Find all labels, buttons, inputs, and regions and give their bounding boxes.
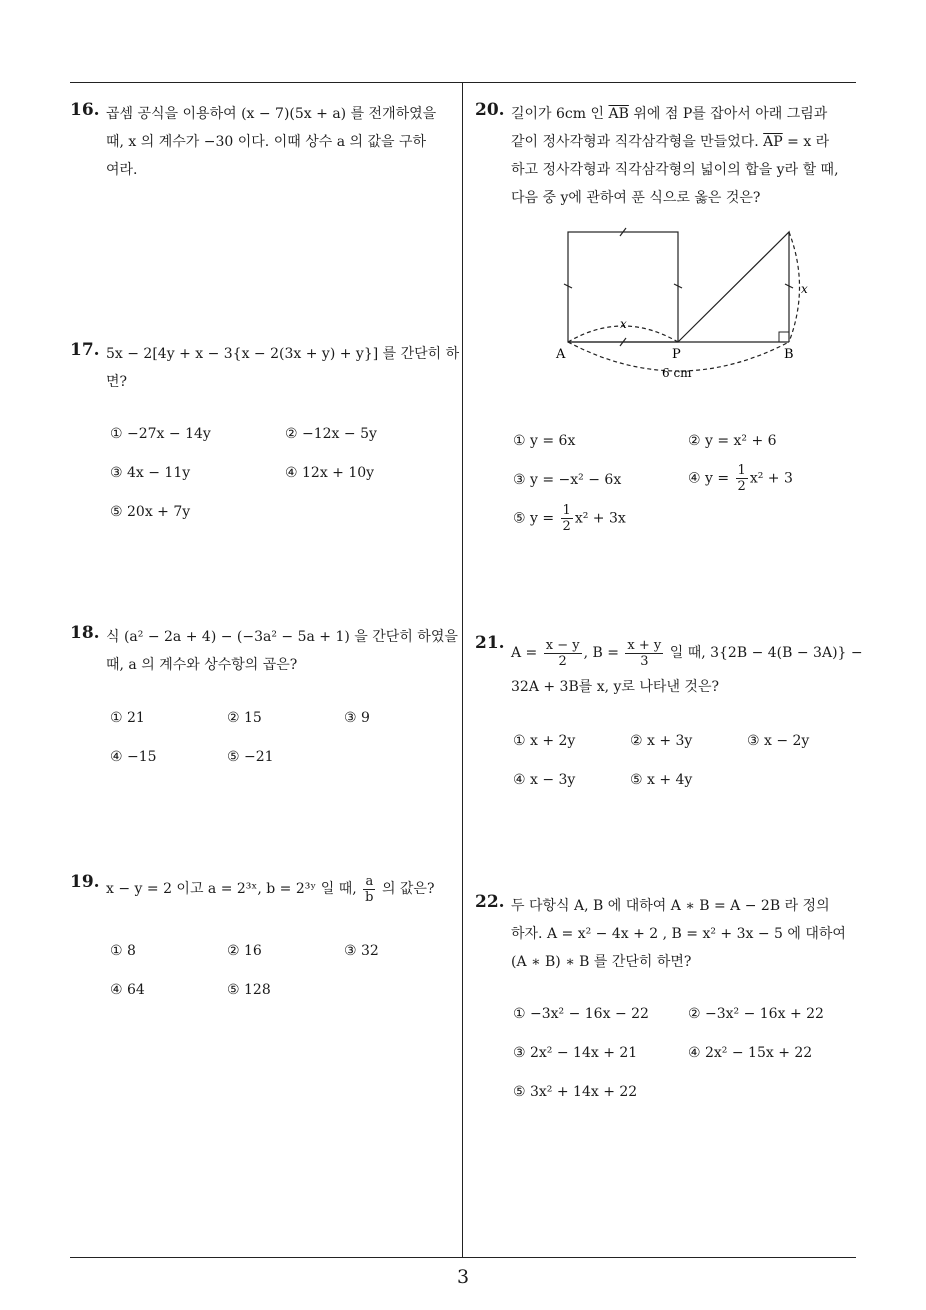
question-line <box>511 633 863 673</box>
fraction-numerator: x + y <box>627 637 662 653</box>
question-number: 16. <box>70 100 100 120</box>
question-number: 22. <box>475 892 505 912</box>
answer-option[interactable]: ③ 32 <box>344 943 379 959</box>
answer-option[interactable]: ① −3x² − 16x − 22 <box>513 1006 649 1022</box>
fraction-denominator: 2 <box>562 519 571 534</box>
answer-option[interactable]: ① 21 <box>110 710 145 726</box>
answer-option[interactable]: ① x + 2y <box>513 733 576 749</box>
answer-option[interactable]: ① 8 <box>110 943 136 959</box>
answer-option[interactable]: ② x + 3y <box>630 733 693 749</box>
answer-option[interactable]: ⑤ 20x + 7y <box>110 504 191 520</box>
fraction-x-plus-y-over-3 <box>625 638 663 669</box>
column-divider <box>462 83 463 1258</box>
question-text-part: , B = <box>583 645 619 661</box>
question-20 <box>475 100 839 212</box>
answer-option[interactable]: ④ x − 3y <box>513 772 576 788</box>
fraction-x-minus-y-over-2 <box>544 638 582 669</box>
question-text <box>106 340 459 396</box>
question-line: 하고 정사각형과 직각삼각형의 넓이의 합을 y라 할 때, <box>511 162 839 178</box>
question-text-part: A = <box>511 645 538 661</box>
answer-option[interactable]: ④ −15 <box>110 749 157 765</box>
question-text-part: 길이가 6cm 인 <box>511 106 605 122</box>
answer-option[interactable]: ② y = x² + 6 <box>688 433 777 449</box>
question-line: 다음 중 y에 관하여 푼 식으로 옳은 것은? <box>511 190 761 206</box>
segment-ab: $\overline{AB}$ <box>608 106 629 122</box>
question-text-part: 위에 점 P를 잡아서 아래 그림과 <box>633 106 828 122</box>
question-line <box>511 128 839 156</box>
question-text <box>106 100 436 184</box>
fraction-denominator: b <box>365 889 374 905</box>
answer-option[interactable]: ③ 2x² − 14x + 21 <box>513 1045 638 1061</box>
bottom-rule <box>70 1257 856 1258</box>
question-19 <box>70 872 434 906</box>
fraction-numerator: 1 <box>562 503 571 518</box>
answer-option[interactable] <box>688 463 793 494</box>
answer-option[interactable]: ④ 64 <box>110 982 145 998</box>
fraction-numerator: x − y <box>545 637 580 653</box>
answer-option[interactable]: ② 15 <box>227 710 262 726</box>
question-number: 21. <box>475 633 505 653</box>
question-17 <box>70 340 459 396</box>
question-number: 20. <box>475 100 505 120</box>
question-18 <box>70 623 458 679</box>
question-line: 하자. A = x² − 4x + 2 , B = x² + 3x − 5 에 대하여 <box>511 926 846 942</box>
question-number: 19. <box>70 872 100 892</box>
question-line: 여라. <box>106 162 138 178</box>
figure-lines <box>564 228 800 371</box>
label-p: P <box>672 347 681 362</box>
label-a: A <box>556 347 566 362</box>
question-16 <box>70 100 436 184</box>
question-line: 5x − 2[4y + x − 3{x − 2(3x + y) + y}] 를 간단히 하 <box>106 346 460 362</box>
question-line: 면? <box>106 374 128 390</box>
segment-ap: $\overline{AP}$ <box>763 134 783 150</box>
question-text-part: 일 때, 3{2B − 4(B − 3A)} − <box>669 645 863 661</box>
answer-option[interactable]: ② 16 <box>227 943 262 959</box>
question-text-part: 의 값은? <box>381 881 435 897</box>
answer-option[interactable]: ③ 4x − 11y <box>110 465 191 481</box>
label-x-bottom: x <box>620 317 627 331</box>
question-21 <box>475 633 863 701</box>
fraction-one-half <box>736 463 748 494</box>
answer-option[interactable]: ⑤ x + 4y <box>630 772 693 788</box>
question-text <box>511 892 846 976</box>
answer-option[interactable]: ⑤ 128 <box>227 982 271 998</box>
answer-option[interactable]: ① y = 6x <box>513 433 576 449</box>
option-text-part: ④ y = <box>688 470 730 487</box>
answer-option[interactable]: ⑤ −21 <box>227 749 274 765</box>
answer-option[interactable]: ① −27x − 14y <box>110 426 211 442</box>
label-x-side: x <box>801 282 808 296</box>
option-text-part: ⑤ y = <box>513 510 555 527</box>
question-line: (A ∗ B) ∗ B 를 간단히 하면? <box>511 954 692 970</box>
right-triangle <box>678 232 789 342</box>
fraction-denominator: 2 <box>558 653 567 669</box>
question-line: 32A + 3B를 x, y로 나타낸 것은? <box>511 679 719 695</box>
question-text <box>511 100 839 212</box>
label-b: B <box>784 347 794 362</box>
question-text-part: = x 라 <box>787 134 830 150</box>
answer-option[interactable]: ⑤ 3x² + 14x + 22 <box>513 1084 638 1100</box>
square-triangle-figure <box>540 220 830 390</box>
top-rule <box>70 82 856 83</box>
question-text-part: x − y = 2 이고 a = 2³ˣ, b = 2³ʸ 일 때, <box>106 881 357 897</box>
question-22 <box>475 892 846 976</box>
fraction-one-half <box>561 503 573 534</box>
right-angle-mark <box>779 332 789 342</box>
page-number: 3 <box>456 1266 470 1288</box>
question-line <box>511 100 839 128</box>
option-text-part: x² + 3 <box>749 470 793 487</box>
fraction-a-over-b <box>363 874 375 905</box>
answer-option[interactable]: ② −12x − 5y <box>285 426 377 442</box>
option-text-part: x² + 3x <box>574 510 626 527</box>
fraction-denominator: 3 <box>640 653 649 669</box>
answer-option[interactable]: ④ 12x + 10y <box>285 465 375 481</box>
question-line: 때, x 의 계수가 −30 이다. 이때 상수 a 의 값을 구하 <box>106 134 427 150</box>
question-number: 17. <box>70 340 100 360</box>
question-line: 때, a 의 계수와 상수항의 곱은? <box>106 657 298 673</box>
label-length: 6 cm <box>662 366 692 380</box>
answer-option[interactable]: ③ y = −x² − 6x <box>513 472 622 488</box>
answer-option[interactable]: ④ 2x² − 15x + 22 <box>688 1045 813 1061</box>
question-line: 식 (a² − 2a + 4) − (−3a² − 5a + 1) 을 간단히 하였을 <box>106 629 458 645</box>
question-text <box>511 633 863 701</box>
question-line: 두 다항식 A, B 에 대하여 A ∗ B = A − 2B 라 정의 <box>511 898 830 914</box>
fraction-denominator: 2 <box>737 479 746 494</box>
question-line: 곱셈 공식을 이용하여 (x − 7)(5x + a) 를 전개하였을 <box>106 106 437 122</box>
question-text <box>106 872 434 906</box>
fraction-numerator: a <box>363 874 375 890</box>
question-text-part: 같이 정사각형과 직각삼각형을 만들었다. <box>511 134 759 150</box>
answer-option[interactable]: ③ 9 <box>344 710 370 726</box>
answer-option[interactable]: ③ x − 2y <box>747 733 810 749</box>
question-text <box>106 623 458 679</box>
answer-option[interactable] <box>513 503 626 534</box>
question-number: 18. <box>70 623 100 643</box>
fraction-numerator: 1 <box>737 463 746 478</box>
answer-option[interactable]: ② −3x² − 16x + 22 <box>688 1006 824 1022</box>
